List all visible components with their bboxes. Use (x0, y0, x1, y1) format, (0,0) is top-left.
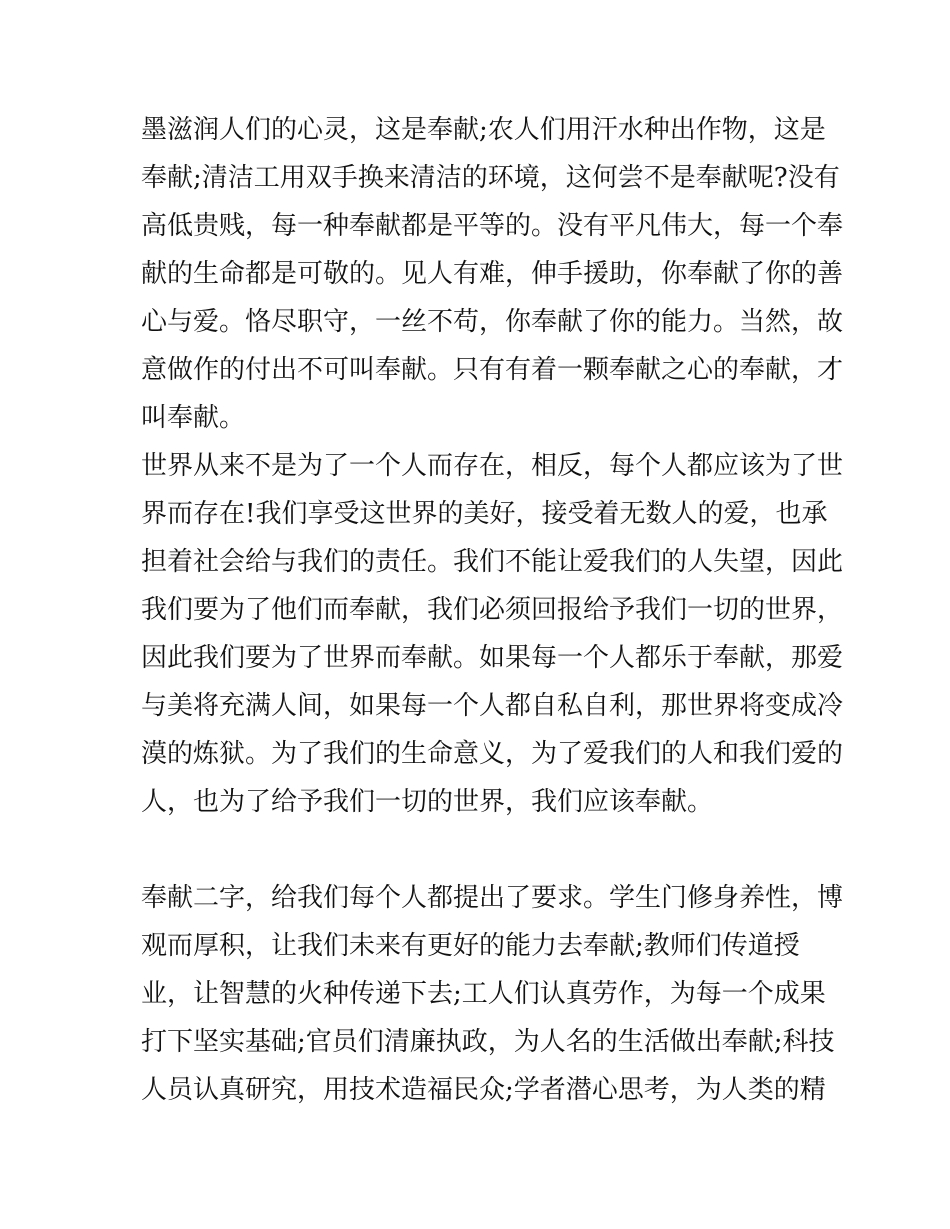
paragraph-2 (141, 442, 844, 874)
text-line: 人员认真研究，用技术造福民众;学者潜心思考，为人类的精 (141, 1075, 826, 1105)
document-body (141, 106, 844, 1114)
text-line: 业，让智慧的火种传递下去;工人们认真劳作，为每一个成果 (141, 979, 826, 1009)
paragraph-1 (141, 106, 844, 442)
text-line: 与美将充满人间，如果每一个人都自私自利，那世界将变成冷 (141, 691, 844, 721)
text-line: 世界从来不是为了一个人而存在，相反，每个人都应该为了世 (141, 451, 844, 481)
text-line: 界而存在!我们享受这世界的美好，接受着无数人的爱，也承 (141, 499, 828, 529)
text-line: 因此我们要为了世界而奉献。如果每一个人都乐于奉献，那爱 (141, 643, 844, 673)
text-line: 奉献;清洁工用双手换来清洁的环境，这何尝不是奉献呢?没有 (141, 163, 840, 193)
text-line: 意做作的付出不可叫奉献。只有有着一颗奉献之心的奉献，才 (141, 355, 844, 385)
text-line: 奉献二字，给我们每个人都提出了要求。学生门修身养性，博 (141, 883, 844, 913)
text-line (141, 826, 831, 874)
text-line: 我们要为了他们而奉献，我们必须回报给予我们一切的世界， (141, 595, 844, 625)
text-line: 担着社会给与我们的责任。我们不能让爱我们的人失望，因此 (141, 547, 844, 577)
text-line: 观而厚积，让我们未来有更好的能力去奉献;教师们传道授 (141, 931, 800, 961)
text-line: 人，也为了给予我们一切的世界，我们应该奉献。 (141, 787, 714, 817)
text-line: 心与爱。恪尽职守，一丝不苟，你奉献了你的能力。当然，故 (141, 307, 844, 337)
text-line: 漠的炼狱。为了我们的生命意义，为了爱我们的人和我们爱的 (141, 739, 844, 769)
paragraph-3 (141, 874, 844, 1114)
text-line: 墨滋润人们的心灵，这是奉献;农人们用汗水种出作物，这是 (141, 115, 826, 145)
text-line: 打下坚实基础;官员们清廉执政，为人名的生活做出奉献;科技 (141, 1027, 835, 1057)
text-line: 叫奉献。 (141, 403, 246, 433)
text-line: 高低贵贱，每一种奉献都是平等的。没有平凡伟大，每一个奉 (141, 211, 844, 241)
text-line: 献的生命都是可敬的。见人有难，伸手援助，你奉献了你的善 (141, 259, 844, 289)
